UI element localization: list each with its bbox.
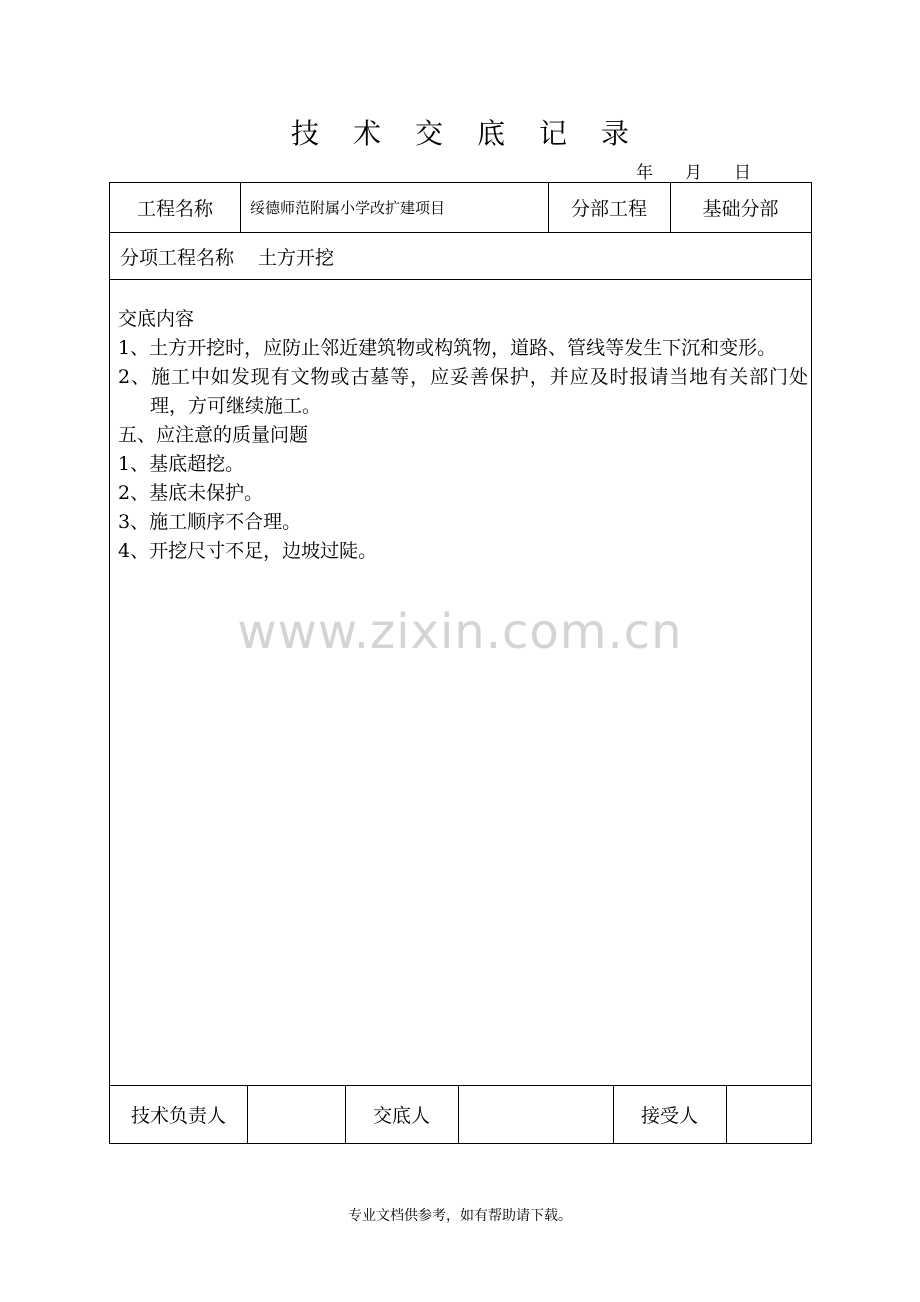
tech-lead-signature-field[interactable] bbox=[247, 1085, 345, 1143]
receiver-label: 接受人 bbox=[640, 1104, 698, 1127]
footer-note: 专业文档供参考，如有帮助请下载。 bbox=[348, 1208, 572, 1224]
quality-section-heading: 五、应注意的质量问题 bbox=[118, 424, 309, 446]
row-divider bbox=[110, 279, 811, 280]
briefer-signature-field[interactable] bbox=[458, 1085, 613, 1143]
date-line bbox=[636, 158, 751, 183]
briefer-label: 交底人 bbox=[372, 1104, 430, 1127]
quality-issue: 4、开挖尺寸不足，边坡过陡。 bbox=[118, 540, 378, 562]
subitem-value: 土方开挖 bbox=[258, 246, 335, 269]
content-heading: 交底内容 bbox=[118, 308, 195, 330]
briefing-content bbox=[118, 305, 808, 566]
date-month-label: 月 bbox=[685, 163, 702, 183]
quality-issue: 3、施工顺序不合理。 bbox=[118, 511, 302, 533]
subitem-label: 分项工程名称 bbox=[120, 246, 235, 269]
subitem-row bbox=[120, 233, 334, 279]
watermark: www.zixin.com.cn bbox=[237, 604, 683, 660]
receiver-signature-field[interactable] bbox=[726, 1085, 811, 1143]
content-item: 1、土方开挖时，应防止邻近建筑物或构筑物，道路、管线等发生下沉和变形。 bbox=[118, 337, 777, 359]
date-day-label: 日 bbox=[734, 163, 751, 183]
quality-issue: 1、基底超挖。 bbox=[118, 453, 245, 475]
division-label: 分部工程 bbox=[570, 198, 647, 220]
quality-issue: 2、基底未保护。 bbox=[118, 482, 264, 504]
project-name-label: 工程名称 bbox=[136, 198, 213, 220]
record-table bbox=[109, 182, 812, 1144]
date-year-label: 年 bbox=[636, 163, 653, 183]
tech-lead-label: 技术负责人 bbox=[130, 1104, 226, 1127]
project-name-value: 绥德师范附属小学改扩建项目 bbox=[250, 199, 446, 217]
document-title: 技术交底记录 bbox=[290, 117, 663, 150]
content-item: 2、施工中如发现有文物或古墓等，应妥善保护，并应及时报请当地有关部门处理，方可继续施工。 bbox=[118, 366, 808, 417]
division-value: 基础分部 bbox=[702, 198, 779, 220]
